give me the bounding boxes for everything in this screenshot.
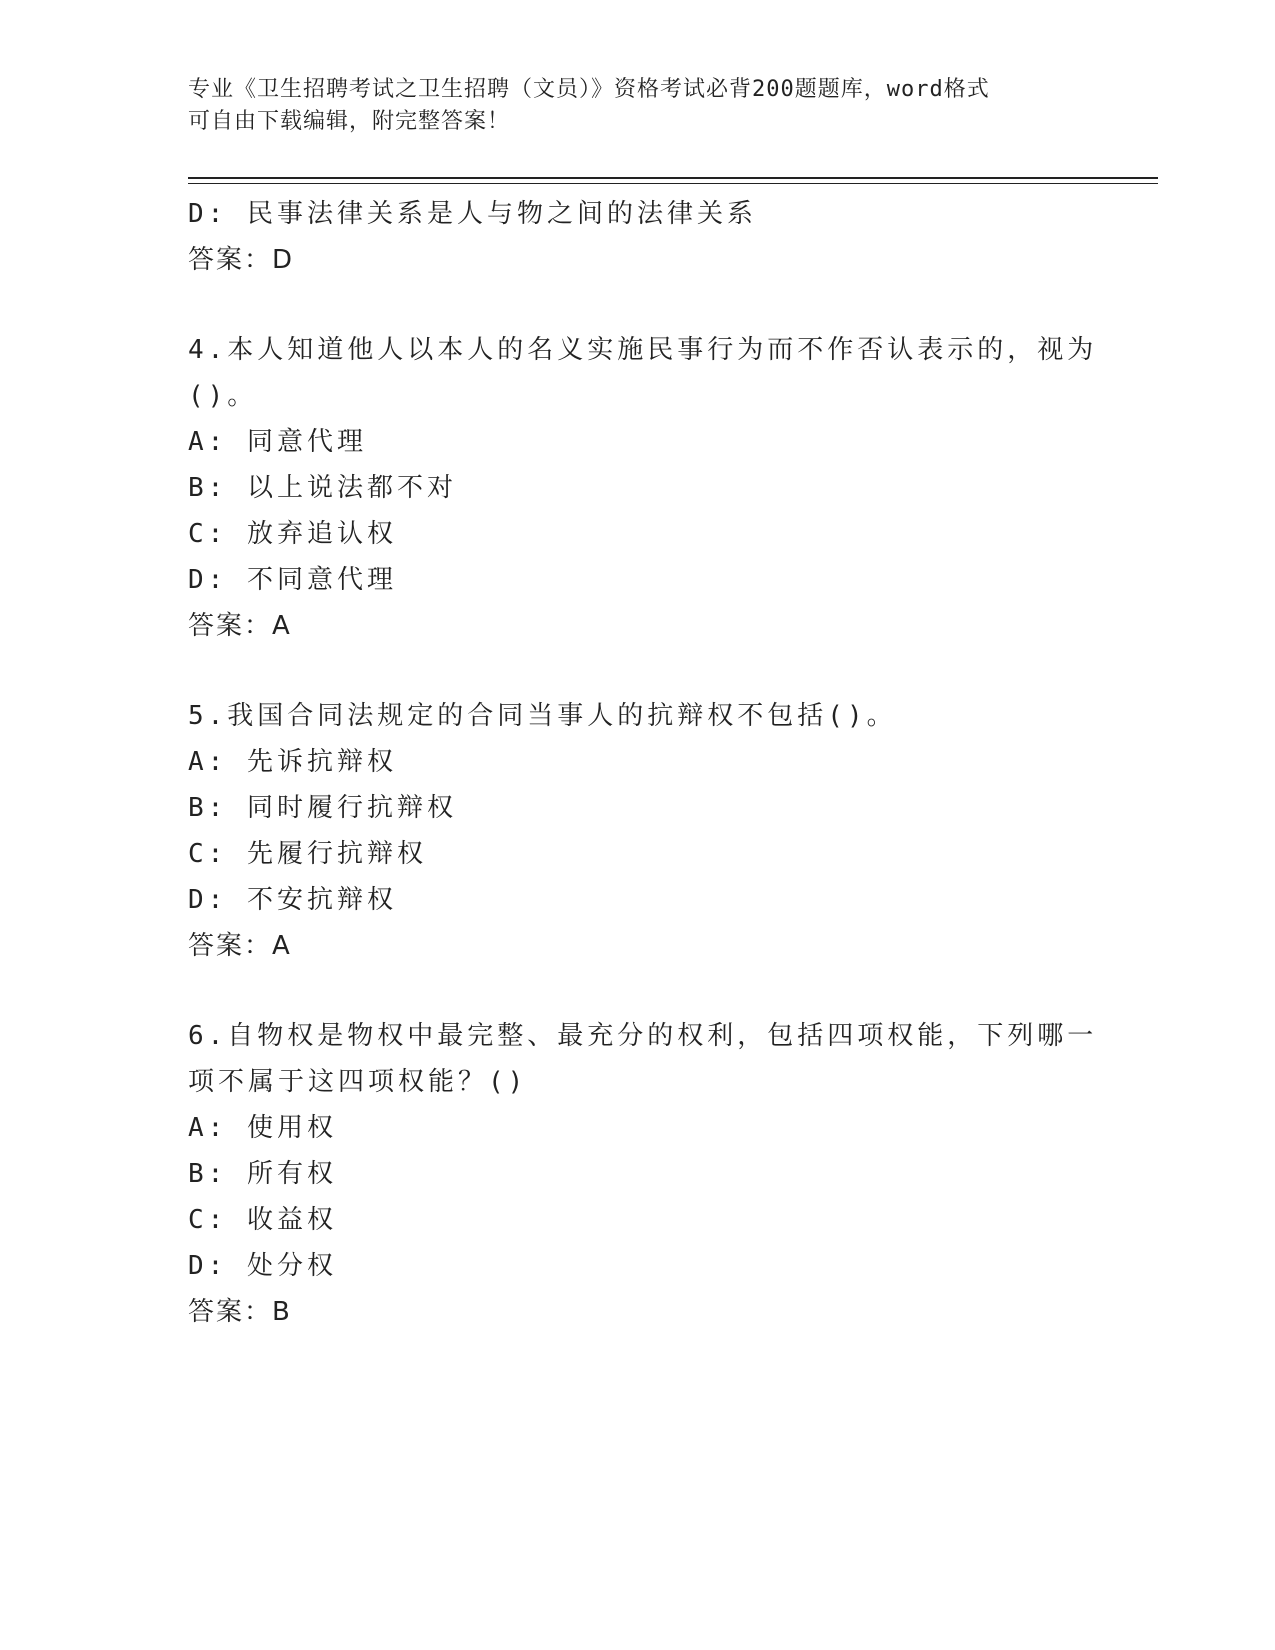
option-c: C: 收益权 <box>188 1205 337 1235</box>
option-c: C: 先履行抗辩权 <box>188 839 427 869</box>
question-stem-continued: 项不属于这四项权能？() <box>188 1067 528 1097</box>
option-d: D: 不安抗辩权 <box>188 885 397 915</box>
option-b: B: 所有权 <box>188 1159 337 1189</box>
question-list <box>188 191 1098 1335</box>
header-rule-thin <box>188 183 1158 184</box>
option-c: C: 放弃追认权 <box>188 519 397 549</box>
question-stem: 5.我国合同法规定的合同当事人的抗辩权不包括()。 <box>188 701 897 731</box>
question-6 <box>188 1013 1098 1335</box>
answer: 答案：A <box>188 931 292 961</box>
option-d: D: 处分权 <box>188 1251 337 1281</box>
answer: 答案：A <box>188 611 292 641</box>
document-header <box>188 74 1068 138</box>
question-stem-continued: ()。 <box>188 381 258 411</box>
question-stem: 6.自物权是物权中最完整、最充分的权利，包括四项权能，下列哪一 <box>188 1021 1098 1051</box>
option-b: B: 以上说法都不对 <box>188 473 457 503</box>
question-5 <box>188 693 1068 969</box>
option-a: A: 使用权 <box>188 1113 337 1143</box>
option-d: D: 民事法律关系是人与物之间的法律关系 <box>188 199 757 229</box>
option-a: A: 先诉抗辩权 <box>188 747 397 777</box>
option-d: D: 不同意代理 <box>188 565 397 595</box>
header-line-2: 可自由下载编辑，附完整答案！ <box>188 109 511 134</box>
option-a: A: 同意代理 <box>188 427 367 457</box>
header-rule-thick <box>188 177 1158 179</box>
question-3-tail <box>188 191 1068 283</box>
option-b: B: 同时履行抗辩权 <box>188 793 457 823</box>
header-line-1: 专业《卫生招聘考试之卫生招聘（文员）》资格考试必背200题题库，word格式 <box>188 77 990 102</box>
question-stem: 4.本人知道他人以本人的名义实施民事行为而不作否认表示的，视为 <box>188 335 1098 365</box>
answer: 答案：D <box>188 245 295 275</box>
question-4 <box>188 327 1098 649</box>
answer: 答案：B <box>188 1297 292 1327</box>
